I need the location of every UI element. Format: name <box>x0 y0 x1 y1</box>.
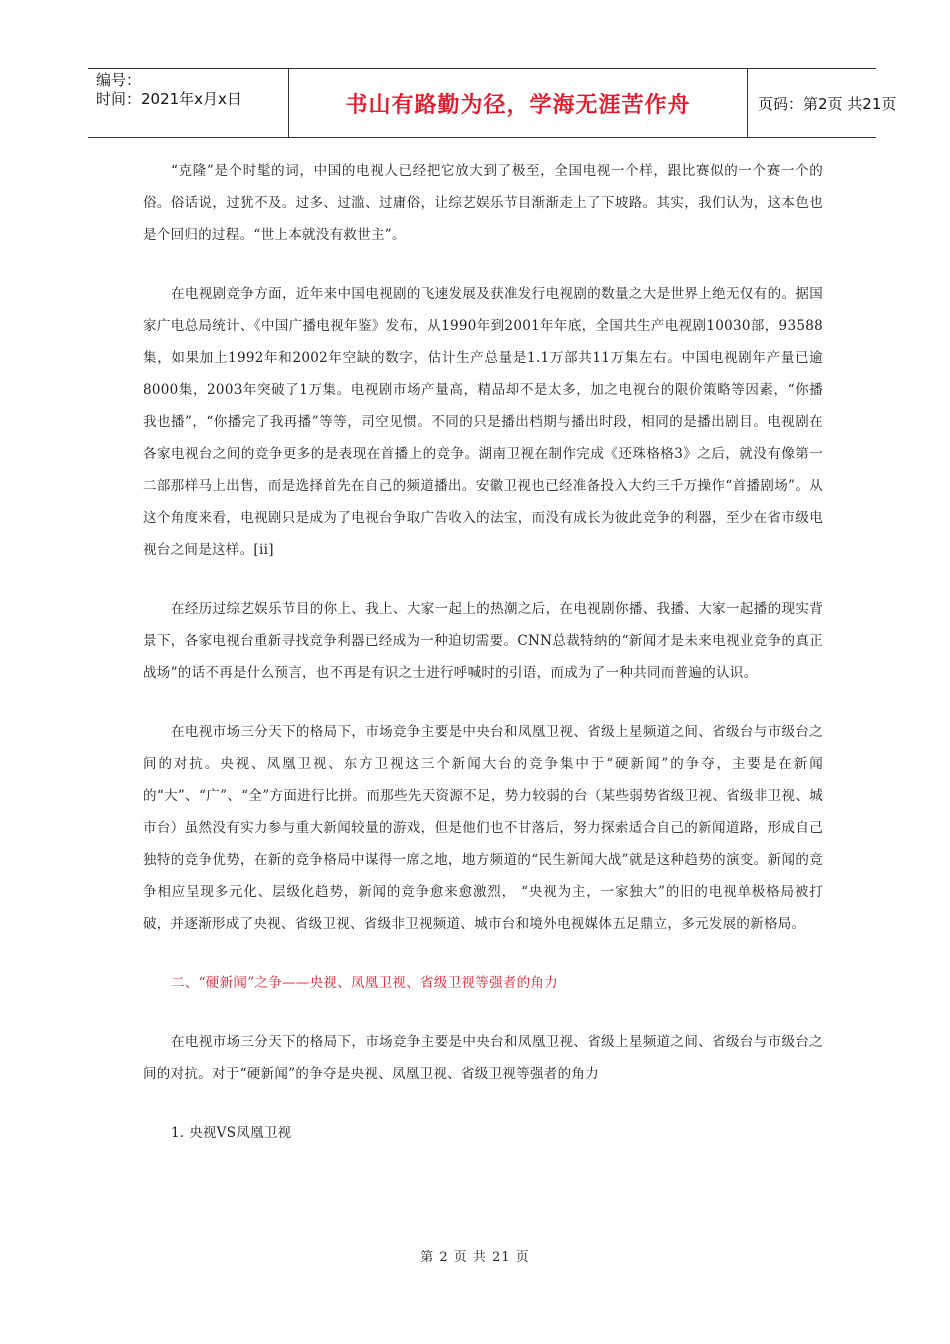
page-footer: 第 2 页 共 21 页 <box>420 1250 530 1265</box>
paragraph-hard-news: 在电视市场三分天下的格局下，市场竞争主要是中央台和凤凰卫视、省级上星频道之间、省级台与市级台之间的对抗。对于“硬新闻”的争夺是央视、凤凰卫视、省级卫视等强者的角力 <box>143 1034 823 1082</box>
page-header <box>88 68 897 138</box>
document-body <box>143 155 823 1149</box>
paragraph-tv-drama: 在电视剧竞争方面，近年来中国电视剧的飞速发展及获准发行电视剧的数量之大是世界上绝无仅有的。据国家广电总局统计、《中国广播电视年鉴》发布，从1990年到2001年年底，全国共生产电视剧10030部，93588集，如果加上1992年和2002年空缺的数字，估计生产总量是1.1万部共11万集左右。中国电视剧年产量已逾8000集，2003年突破了1万集。电视剧市场产量高，精品却不是太多，加之电视台的限价策略等因素，“你播我也播”，“你播完了我再播”等等，司空见惯。不同的只是播出档期与播出时段，相同的是播出剧目。电视剧在各家电视台之间的竞争更多的是表现在首播上的竞争。湖南卫视在制作完成《还珠格格3》之后，就没有像第一二部那样马上出售，而是选择首先在自己的频道播出。安徽卫视也已经准备投入大约三千万操作“首播剧场”。从这个角度来看，电视剧只是成为了电视台争取广告收入的法宝，而没有成长为彼此竞争的利器，至少在省市级电视台之间是这样。[ii] <box>143 286 823 558</box>
header-meta <box>88 69 288 137</box>
section-heading: 二、“硬新闻”之争——央视、凤凰卫视、省级卫视等强者的角力 <box>171 975 559 991</box>
serial-label: 编号： <box>96 71 142 89</box>
paragraph-market-structure: 在电视市场三分天下的格局下，市场竞争主要是中央台和凤凰卫视、省级上星频道之间、省级台与市级台之间的对抗。央视、凤凰卫视、东方卫视这三个新闻大台的竞争集中于“硬新闻”的争夺，主要是在新闻的“大”、“广”、“全”方面进行比拼。而那些先天资源不足，势力较弱的台（某些弱势省级卫视、省级非卫视、城市台）虽然没有实力参与重大新闻较量的游戏，但是他们也不甘落后，努力探索适合自己的新闻道路，形成自己独特的竞争优势，在新的竞争格局中谋得一席之地，地方频道的“民生新闻大战”就是这种趋势的演变。新闻的竞争相应呈现多元化、层级化趋势，新闻的竞争愈来愈激烈， “央视为主，一家独大”的旧的电视单极格局被打破，并逐渐形成了央视、省级卫视、省级非卫视频道、城市台和境外电视媒体五足鼎立，多元发展的新格局。 <box>143 724 823 932</box>
subheading-cctv-vs-phoenix: 1. 央视VS凤凰卫视 <box>171 1125 292 1141</box>
paragraph-cloning: “克隆”是个时髦的词，中国的电视人已经把它放大到了极至，全国电视一个样，跟比赛似的一个赛一个的俗。俗话说，过犹不及。过多、过滥、过庸俗，让综艺娱乐节目渐渐走上了下坡路。其实，我们认为，这本色也是个回归的过程。“世上本就没有救世主”。 <box>143 163 823 243</box>
header-page-info: 页码：第2页 共21页 <box>758 94 897 113</box>
time-label: 时间：2021年x月x日 <box>96 90 242 108</box>
header-motto-cell <box>288 69 748 137</box>
paragraph-news-competition: 在经历过综艺娱乐节目的你上、我上、大家一起上的热潮之后，在电视剧你播、我播、大家一起播的现实背景下，各家电视台重新寻找竞争利器已经成为一种迫切需要。CNN总裁特纳的“新闻才是未来电视业竞争的真正战场”的话不再是什么预言，也不再是有识之士进行呼喊时的引语，而成为了一种共同而普遍的认识。 <box>143 601 823 681</box>
header-motto: 书山有路勤为径，学海无涯苦作舟 <box>345 92 691 118</box>
